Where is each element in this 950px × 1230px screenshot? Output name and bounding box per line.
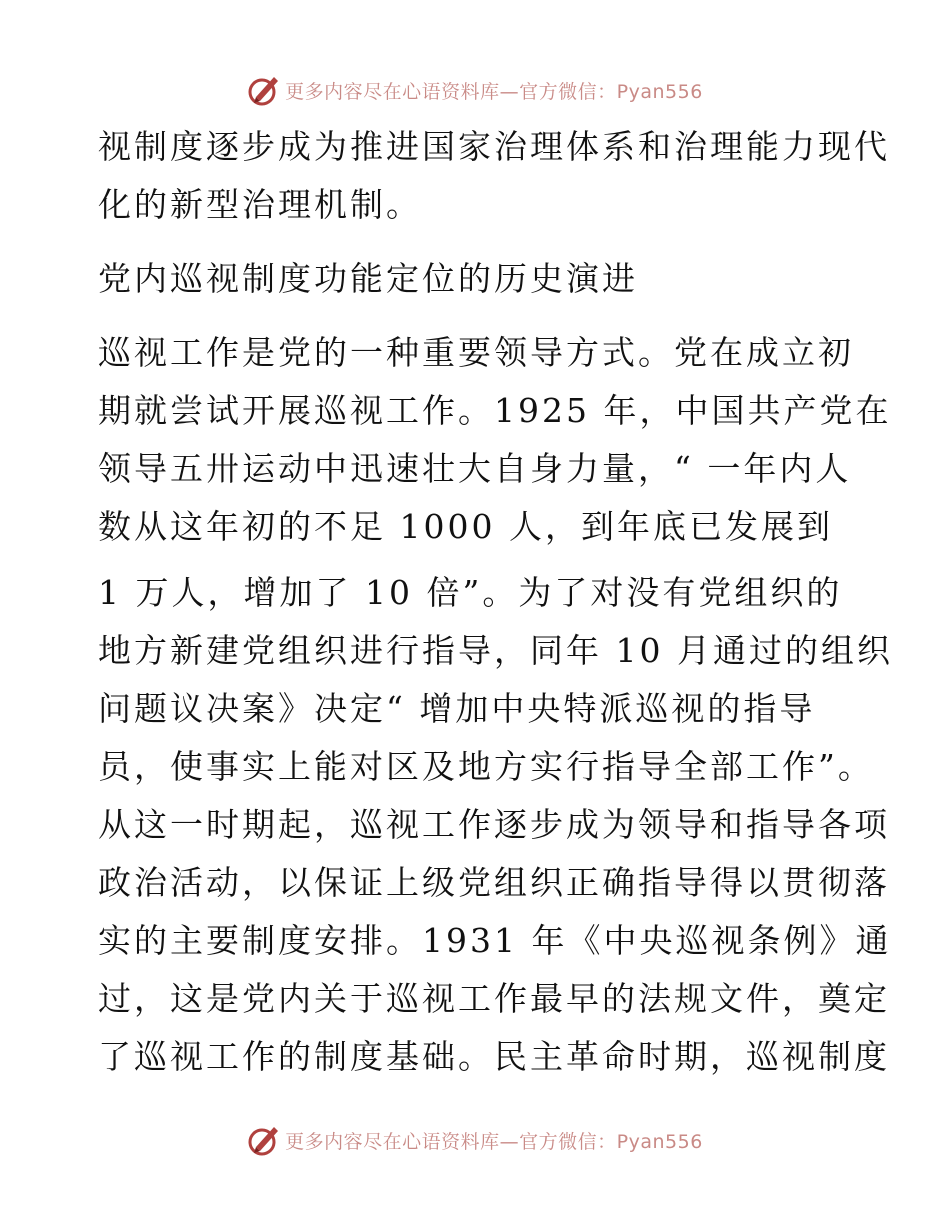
text-line: 地方新建党组织进行指导，同年 10 月通过的组织 xyxy=(98,631,893,670)
text-line: 化的新型治理机制。 xyxy=(98,185,422,224)
pen-logo-icon xyxy=(247,1123,281,1157)
pen-logo-icon xyxy=(247,73,281,107)
footer-banner xyxy=(0,1120,950,1160)
text-line: 从这一时期起，巡视工作逐步成为领导和指导各项 xyxy=(98,805,890,844)
header-banner xyxy=(0,70,950,110)
footer-banner-text: 更多内容尽在心语资料库—官方微信：Pyan556 xyxy=(285,1130,703,1153)
header-banner-text: 更多内容尽在心语资料库—官方微信：Pyan556 xyxy=(285,80,703,103)
text-line: 巡视工作是党的一种重要领导方式。党在成立初 xyxy=(98,333,854,372)
text-line: 政治活动，以保证上级党组织正确指导得以贯彻落 xyxy=(98,863,890,902)
text-line: 期就尝试开展巡视工作。1925 年，中国共产党在 xyxy=(98,391,892,430)
text-line: 过，这是党内关于巡视工作最早的法规文件，奠定 xyxy=(98,979,890,1018)
text-line: 问题议决案》决定“ 增加中央特派巡视的指导 xyxy=(98,689,816,728)
text-line: 1 万人，增加了 10 倍”。为了对没有党组织的 xyxy=(98,573,843,612)
section-heading: 党内巡视制度功能定位的历史演进 xyxy=(98,259,638,298)
text-line: 实的主要制度安排。1931 年《中央巡视条例》通 xyxy=(98,921,892,960)
text-line: 了巡视工作的制度基础。民主革命时期，巡视制度 xyxy=(98,1037,890,1076)
text-line: 领导五卅运动中迅速壮大自身力量，“ 一年内人 xyxy=(98,449,852,488)
text-line: 数从这年初的不足 1000 人，到年底已发展到 xyxy=(98,507,833,546)
text-line: 员，使事实上能对区及地方实行指导全部工作”。 xyxy=(98,747,874,786)
text-line: 视制度逐步成为推进国家治理体系和治理能力现代 xyxy=(98,127,890,166)
